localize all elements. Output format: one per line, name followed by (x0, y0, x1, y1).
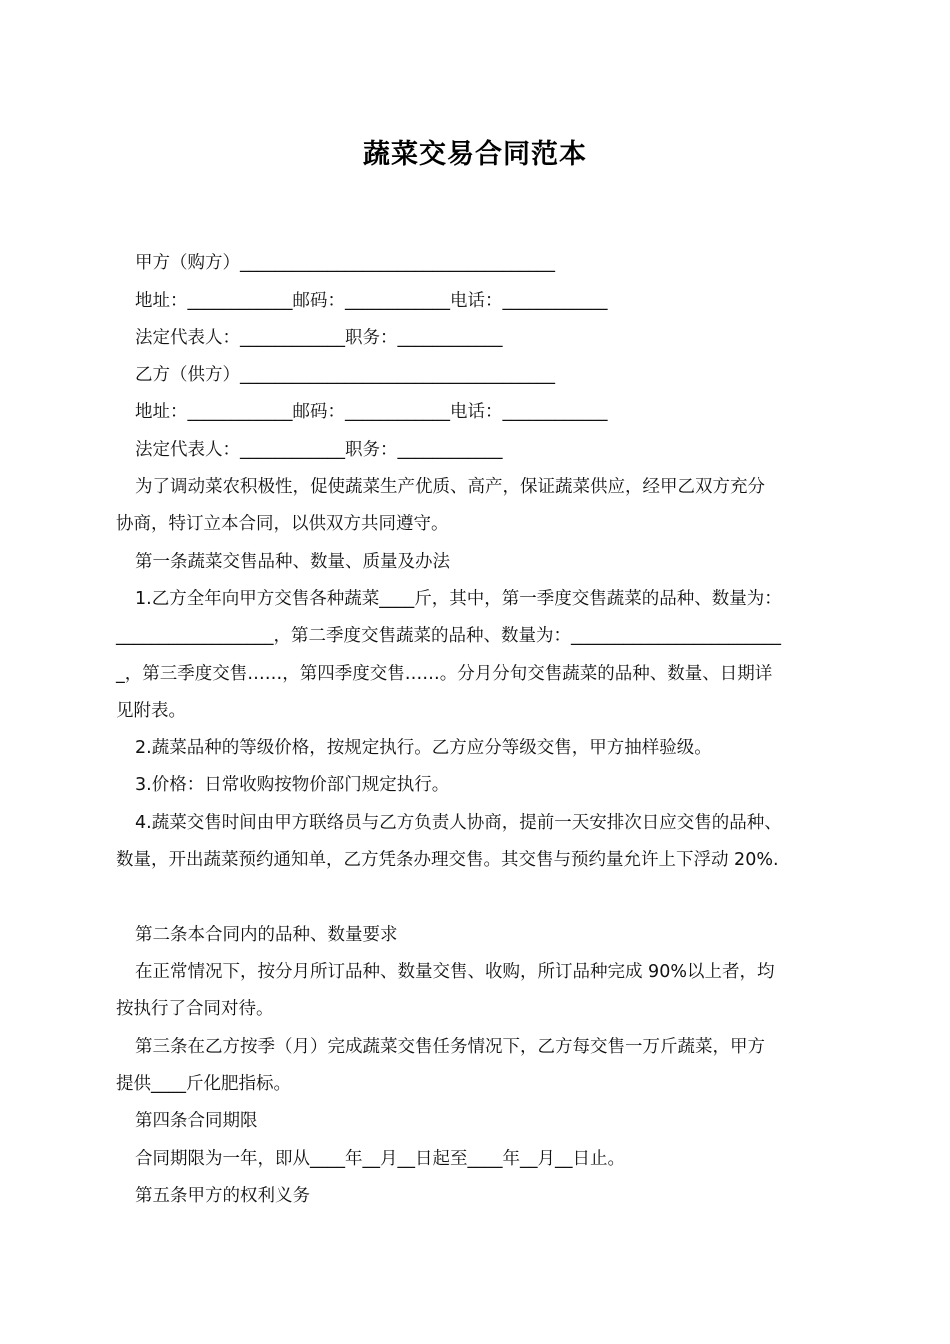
party-a-representative-line: 法定代表人：____________职务：____________ (135, 328, 503, 348)
article-1-heading: 第一条蔬菜交售品种、数量、质量及办法 (135, 552, 450, 572)
article-2-body-line-2: 按执行了合同对待。 (116, 999, 274, 1019)
preamble-line-2: 协商，特订立本合同，以供双方共同遵守。 (116, 514, 449, 534)
article-5-heading: 第五条甲方的权利义务 (135, 1186, 310, 1206)
article-1-item-2: 2.蔬菜品种的等级价格，按规定执行。乙方应分等级交售，甲方抽样验级。 (135, 738, 712, 758)
article-1-item-1-line-4: 见附表。 (116, 701, 186, 721)
article-1-item-1-line-3: _，第三季度交售……，第四季度交售……。分月分旬交售蔬菜的品种、数量、日期详 (116, 664, 773, 684)
article-4-heading: 第四条合同期限 (135, 1111, 258, 1131)
article-1-item-3: 3.价格：日常收购按物价部门规定执行。 (135, 775, 450, 795)
document-title: 蔬菜交易合同范本 (363, 139, 587, 170)
article-1-item-1-line-2: __________________，第二季度交售蔬菜的品种、数量为：________________________ (116, 626, 781, 646)
article-1-item-4-line-1: 4.蔬菜交售时间由甲方联络员与乙方负责人协商，提前一天安排次日应交售的品种、 (135, 813, 782, 833)
article-3-line-1: 第三条在乙方按季（月）完成蔬菜交售任务情况下，乙方每交售一万斤蔬菜，甲方 (135, 1037, 765, 1057)
party-a-buyer-line: 甲方（购方）____________________________________ (135, 253, 555, 273)
article-2-heading: 第二条本合同内的品种、数量要求 (135, 925, 398, 945)
article-1-item-4-line-2: 数量，开出蔬菜预约通知单，乙方凭条办理交售。其交售与预约量允许上下浮动 20%. (116, 850, 779, 870)
article-1-item-1-line-1: 1.乙方全年向甲方交售各种蔬菜____斤，其中，第一季度交售蔬菜的品种、数量为： (135, 589, 782, 609)
article-3-line-2: 提供____斤化肥指标。 (116, 1074, 291, 1094)
party-a-address-line: 地址：____________邮码：____________电话：____________ (135, 291, 608, 311)
article-4-body: 合同期限为一年，即从____年__月__日起至____年__月__日止。 (135, 1149, 625, 1169)
party-b-supplier-line: 乙方（供方）____________________________________ (135, 365, 555, 385)
party-b-representative-line: 法定代表人：____________职务：____________ (135, 440, 503, 460)
preamble-line-1: 为了调动菜农积极性，促使蔬菜生产优质、高产，保证蔬菜供应，经甲乙双方充分 (135, 477, 765, 497)
party-b-address-line: 地址：____________邮码：____________电话：____________ (135, 402, 608, 422)
article-2-body-line-1: 在正常情况下，按分月所订品种、数量交售、收购，所订品种完成 90%以上者，均 (135, 962, 775, 982)
